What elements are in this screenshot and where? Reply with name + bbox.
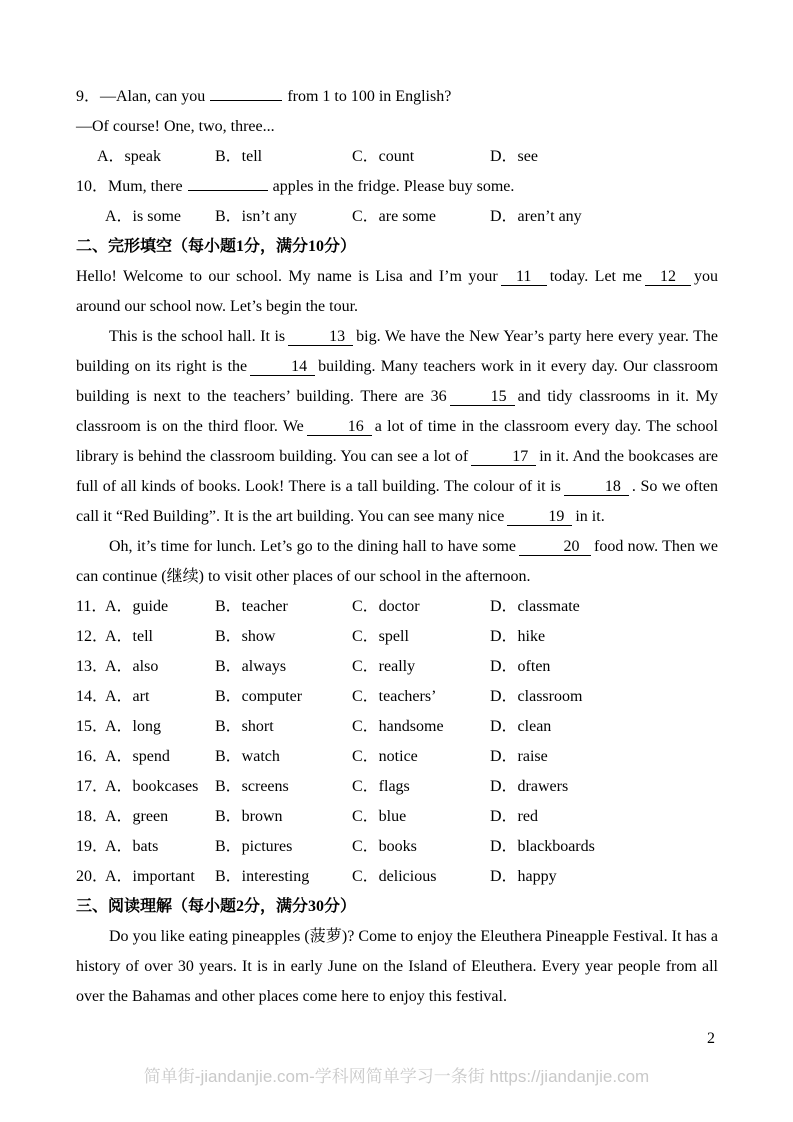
option-d: D．drawers <box>490 778 569 795</box>
option-a: A．bookcases <box>105 778 199 795</box>
cloze-text: in it. And the bookcases are full of all kinds of books. Look! There is a tall building. The colour of it is <box>76 448 719 495</box>
cloze-blank-16: 16 <box>307 418 372 436</box>
question-number: 18． <box>76 808 109 825</box>
cloze-text: big. We have the New Year’s party here every year. The building on its right is the <box>76 328 718 375</box>
question-9-stem <box>76 82 718 112</box>
option-c: C．flags <box>352 778 410 795</box>
cloze-blank-18: 18 <box>564 478 629 496</box>
question-9-reply: —Of course! One, two, three... <box>76 118 275 135</box>
option-b: B．pictures <box>215 838 293 855</box>
cloze-text: This is the school hall. It is <box>109 328 286 345</box>
cloze-text: . So we often call it “Red Building”. It is the art building. You can see many nice <box>76 478 719 525</box>
option-b: B．always <box>215 658 287 675</box>
option-b: B．interesting <box>215 868 310 885</box>
option-b: B．short <box>215 718 274 735</box>
footer-watermark: 简单街-jiandanjie.com-学科网简单学习一条街 https://jiandanjie.com <box>143 1067 650 1086</box>
question-10-text-post: apples in the fridge. Please buy some. <box>272 178 515 195</box>
question-10-option-b: B．isn’t any <box>215 208 297 225</box>
cloze-blank-17: 17 <box>471 448 536 466</box>
option-c: C．spell <box>352 628 409 645</box>
question-number: 12． <box>76 628 109 645</box>
option-c: C．notice <box>352 748 418 765</box>
option-c: C．really <box>352 658 416 675</box>
option-b: B．brown <box>215 808 283 825</box>
cloze-paragraph-2 <box>76 322 718 532</box>
cloze-text: Oh, it’s time for lunch. Let’s go to the dining hall to have some <box>109 538 516 555</box>
cloze-question-15 <box>76 712 718 742</box>
option-d: D．raise <box>490 748 548 765</box>
option-c: C．books <box>352 838 417 855</box>
option-c: C．teachers’ <box>352 688 437 705</box>
cloze-text: building. Many teachers work in it every day. Our classroom building is next to the teachers’ building. There are 36 <box>76 358 719 405</box>
question-number: 20． <box>76 868 109 885</box>
option-d: D．classmate <box>490 598 580 615</box>
option-a: A．tell <box>105 628 153 645</box>
cloze-question-13 <box>76 652 718 682</box>
question-number: 16． <box>76 748 109 765</box>
option-d: D．clean <box>490 718 552 735</box>
option-a: A．spend <box>105 748 170 765</box>
option-b: B．watch <box>215 748 280 765</box>
page-content <box>76 82 718 1012</box>
option-a: A．green <box>105 808 169 825</box>
cloze-question-18 <box>76 802 718 832</box>
cloze-text: and tidy classrooms in it. My classroom is on the third floor. We <box>76 388 718 435</box>
question-9-text-post: from 1 to 100 in English? <box>287 88 452 105</box>
option-b: B．teacher <box>215 598 288 615</box>
option-d: D．hike <box>490 628 546 645</box>
option-c: C．blue <box>352 808 407 825</box>
question-number: 13． <box>76 658 109 675</box>
cloze-text: today. Let me <box>549 268 642 285</box>
question-10-options <box>76 202 718 232</box>
cloze-blank-12: 12 <box>645 268 691 286</box>
option-a: A．long <box>105 718 162 735</box>
cloze-blank-20: 20 <box>519 538 591 556</box>
option-d: D．red <box>490 808 538 825</box>
question-number: 11． <box>76 598 108 615</box>
option-c: C．delicious <box>352 868 437 885</box>
option-d: D．classroom <box>490 688 583 705</box>
cloze-question-11 <box>76 592 718 622</box>
cloze-text: a lot of time in the classroom every day. The school library is behind the classroom building. You can see a lot of <box>76 418 718 465</box>
option-d: D．blackboards <box>490 838 595 855</box>
cloze-blank-14: 14 <box>250 358 315 376</box>
cloze-text: you around our school now. Let’s begin the tour. <box>76 268 718 315</box>
cloze-blank-19: 19 <box>507 508 572 526</box>
question-9-answer-blank <box>210 86 282 101</box>
question-number: 14． <box>76 688 109 705</box>
cloze-text: food now. Then we can continue (继续) to visit other places of our school in the afternoon. <box>76 538 718 585</box>
question-10-stem <box>76 172 718 202</box>
option-a: A．guide <box>105 598 169 615</box>
option-a: A．art <box>105 688 150 705</box>
cloze-blank-11: 11 <box>501 268 547 286</box>
question-10-text-pre: 10．Mum, there <box>76 178 183 195</box>
question-10-option-a: A．is some <box>105 208 182 225</box>
cloze-question-19 <box>76 832 718 862</box>
question-number: 19． <box>76 838 109 855</box>
question-number: 17． <box>76 778 109 795</box>
cloze-paragraph-3 <box>76 532 718 592</box>
question-10-answer-blank <box>188 176 268 191</box>
cloze-blank-13: 13 <box>288 328 353 346</box>
question-9-text-pre: 9．—Alan, can you <box>76 88 206 105</box>
option-c: C．doctor <box>352 598 420 615</box>
option-d: D．often <box>490 658 551 675</box>
cloze-question-16 <box>76 742 718 772</box>
question-9-option-b: B．tell <box>215 148 263 165</box>
question-9-options <box>76 142 718 172</box>
question-10-option-c: C．are some <box>352 208 436 225</box>
cloze-paragraph-1 <box>76 262 718 322</box>
cloze-blank-15: 15 <box>450 388 515 406</box>
option-a: A．bats <box>105 838 159 855</box>
question-number: 15． <box>76 718 109 735</box>
question-9-option-a: A．speak <box>97 148 161 165</box>
page-number: 2 <box>707 1030 715 1047</box>
option-a: A．also <box>105 658 159 675</box>
question-9-option-c: C．count <box>352 148 415 165</box>
option-a: A．important <box>105 868 195 885</box>
section-3-heading: 三、阅读理解（每小题2分，满分30分） <box>76 898 357 915</box>
cloze-text: in it. <box>575 508 605 525</box>
cloze-text: Hello! Welcome to our school. My name is Lisa and I’m your <box>76 268 498 285</box>
cloze-question-17 <box>76 772 718 802</box>
option-d: D．happy <box>490 868 557 885</box>
cloze-question-14 <box>76 682 718 712</box>
question-10-option-d: D．aren’t any <box>490 208 582 225</box>
option-c: C．handsome <box>352 718 444 735</box>
reading-paragraph-1: Do you like eating pineapples (菠萝)? Come to enjoy the Eleuthera Pineapple Festival. It has a history of over 30 years. It is in early June on the Island of Eleuthera. Every year people from all over the Bahamas and other places come here to enjoy this festival. <box>76 928 718 1005</box>
question-9-option-d: D．see <box>490 148 538 165</box>
cloze-question-12 <box>76 622 718 652</box>
cloze-question-20 <box>76 862 718 892</box>
option-b: B．computer <box>215 688 303 705</box>
section-2-heading: 二、完形填空（每小题1分，满分10分） <box>76 238 357 255</box>
option-b: B．show <box>215 628 276 645</box>
option-b: B．screens <box>215 778 289 795</box>
